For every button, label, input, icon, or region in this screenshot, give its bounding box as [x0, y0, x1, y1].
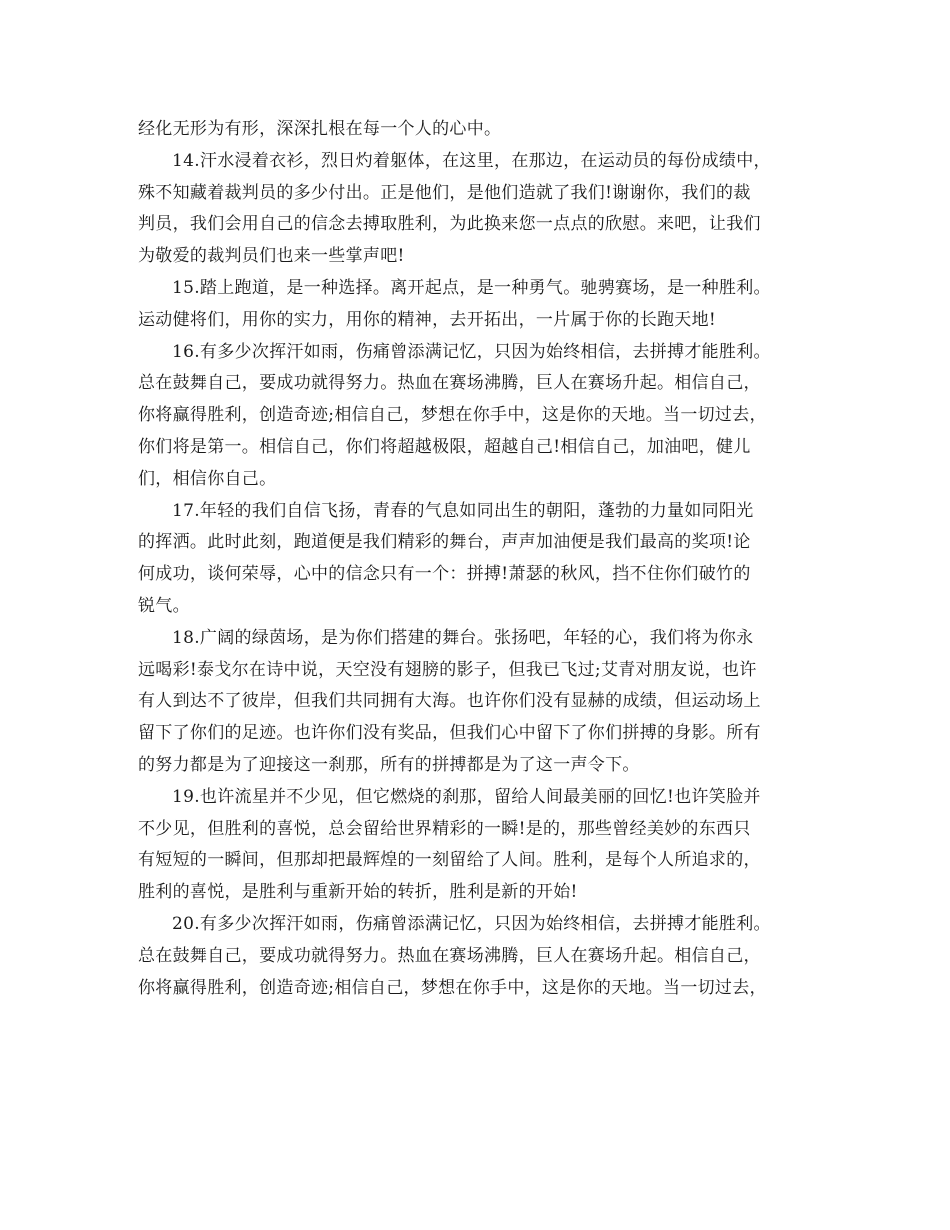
text-line: 你将赢得胜利，创造奇迹;相信自己，梦想在你手中，这是你的天地。当一切过去，	[138, 977, 767, 998]
text-line: 19.也许流星并不少见，但它燃烧的刹那，留给人间最美丽的回忆!也许笑脸并	[172, 786, 761, 807]
text-line: 留下了你们的足迹。也许你们没有奖品，但我们心中留下了你们拼搏的身影。所有	[138, 723, 761, 744]
text-line: 判员，我们会用自己的信念去搏取胜利，为此换来您一点点的欣慰。来吧，让我们	[138, 214, 761, 235]
text-line: 总在鼓舞自己，要成功就得努力。热血在赛场沸腾，巨人在赛场升起。相信自己，	[138, 945, 761, 966]
text-line: 殊不知藏着裁判员的多少付出。正是他们，是他们造就了我们!谢谢你，我们的裁	[138, 182, 751, 203]
text-line: 们，相信你自己。	[138, 468, 277, 489]
text-line: 你将赢得胜利，创造奇迹;相信自己，梦想在你手中，这是你的天地。当一切过去，	[138, 405, 767, 426]
text-line: 16.有多少次挥汗如雨，伤痛曾添满记忆，只因为始终相信，去拼搏才能胜利。	[172, 341, 771, 362]
text-line: 远喝彩!泰戈尔在诗中说，天空没有翅膀的影子，但我已飞过;艾青对朋友说，也许	[138, 659, 757, 680]
text-line: 运动健将们，用你的实力，用你的精神，去开拓出，一片属于你的长跑天地!	[138, 309, 717, 330]
text-line: 你们将是第一。相信自己，你们将超越极限，超越自己!相信自己，加油吧，健儿	[138, 436, 751, 457]
text-line: 20.有多少次挥汗如雨，伤痛曾添满记忆，只因为始终相信，去拼搏才能胜利。	[172, 913, 771, 934]
text-line: 有人到达不了彼岸，但我们共同拥有大海。也许你们没有显赫的成绩，但运动场上	[138, 691, 761, 712]
text-line: 总在鼓舞自己，要成功就得努力。热血在赛场沸腾，巨人在赛场升起。相信自己，	[138, 373, 761, 394]
text-line: 17.年轻的我们自信飞扬，青春的气息如同出生的朝阳，蓬勃的力量如同阳光	[172, 500, 754, 521]
text-line: 经化无形为有形，深深扎根在每一个人的心中。	[138, 119, 502, 139]
text-line: 何成功，谈何荣辱，心中的信念只有一个：拼搏!萧瑟的秋风，挡不住你们破竹的	[138, 564, 751, 585]
text-line: 的挥洒。此时此刻，跑道便是我们精彩的舞台，声声加油便是我们最高的奖项!论	[138, 532, 751, 553]
text-line: 胜利的喜悦，是胜利与重新开始的转折，胜利是新的开始!	[138, 882, 578, 903]
text-line: 有短短的一瞬间，但那却把最辉煌的一刻留给了人间。胜利，是每个人所追求的，	[138, 850, 761, 871]
text-line: 15.踏上跑道，是一种选择。离开起点，是一种勇气。驰骋赛场，是一种胜利。	[172, 277, 771, 298]
document-body	[138, 114, 828, 1004]
text-line: 14.汗水浸着衣衫，烈日灼着躯体，在这里，在那边，在运动员的每份成绩中，	[172, 150, 771, 171]
text-line: 18.广阔的绿茵场，是为你们搭建的舞台。张扬吧，年轻的心，我们将为你永	[172, 627, 754, 648]
text-line: 为敬爱的裁判员们也来一些掌声吧!	[138, 246, 405, 267]
text-line: 的努力都是为了迎接这一刹那，所有的拼搏都是为了这一声令下。	[138, 754, 640, 775]
text-line: 锐气。	[138, 595, 190, 616]
text-line: 不少见，但胜利的喜悦，总会留给世界精彩的一瞬!是的，那些曾经美妙的东西只	[138, 818, 751, 839]
